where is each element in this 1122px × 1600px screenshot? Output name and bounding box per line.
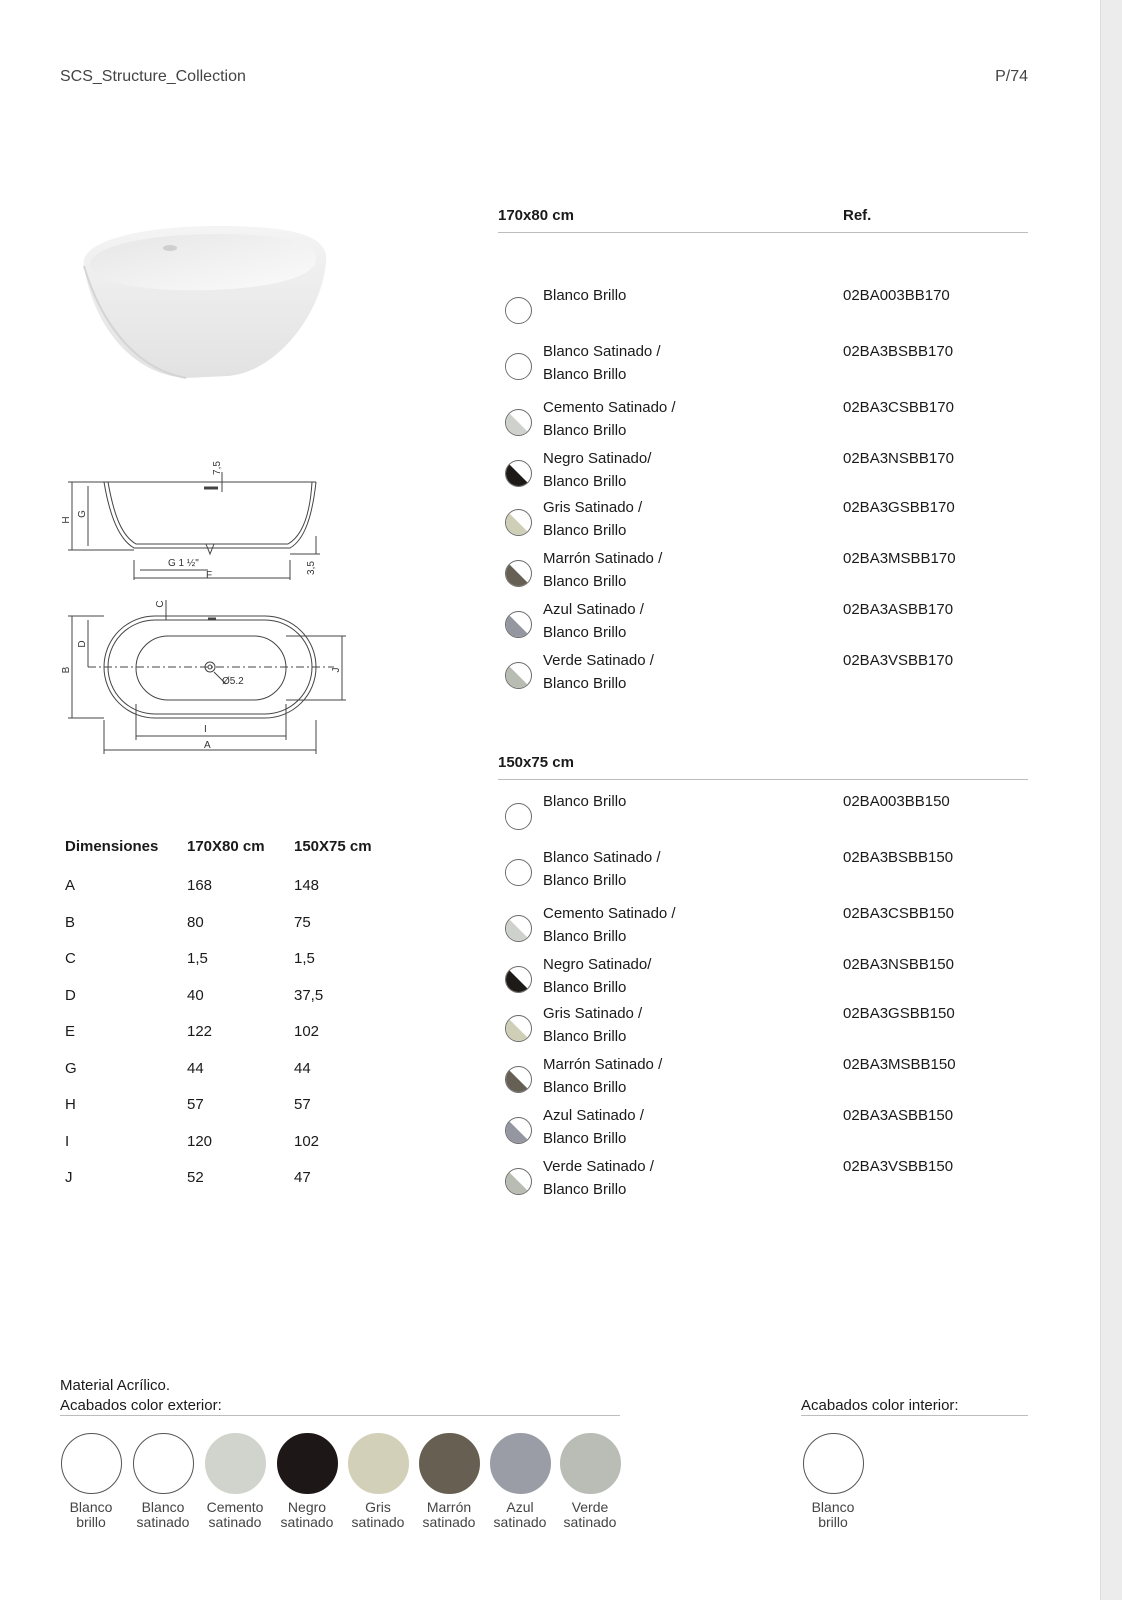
color-swatch: [505, 1168, 532, 1195]
table-cell: J: [65, 1169, 73, 1186]
table-row: [65, 1169, 385, 1189]
finish-name-line: Blanco Brillo: [543, 522, 627, 539]
finish-name-line: Negro Satinado/: [543, 450, 652, 467]
finish-name-line: Blanco Brillo: [543, 979, 627, 996]
page-number: P/74: [995, 68, 1028, 85]
swatch-half: [506, 860, 531, 885]
table-cell: G: [65, 1060, 77, 1077]
finish-ref: 02BA3BSBB170: [843, 343, 954, 360]
color-swatch: [505, 966, 532, 993]
table-row: [65, 1060, 385, 1080]
section-divider: [498, 232, 1028, 233]
swatch-half: [506, 461, 531, 486]
finish-name-line: Cemento Satinado /: [543, 399, 676, 416]
swatch-half: [506, 804, 531, 829]
swatch-half: [506, 1169, 531, 1194]
swatch-label: Blanco: [811, 1499, 855, 1515]
finish-name-line: Gris Satinado /: [543, 1005, 643, 1022]
finish-row: [498, 343, 1028, 398]
finish-name-line: Blanco Brillo: [543, 1028, 627, 1045]
table-row: [65, 987, 385, 1007]
swatch-label: satinado: [563, 1514, 617, 1530]
dim-label-a: A: [204, 740, 211, 751]
finish-swatch: [347, 1433, 409, 1530]
swatch-half: [506, 298, 531, 323]
table-cell: A: [65, 877, 76, 894]
swatch-label: satinado: [136, 1514, 190, 1530]
table-cell: 57: [187, 1096, 204, 1113]
finish-row: [498, 287, 1028, 342]
dim-label-b: B: [61, 666, 72, 674]
swatch-circle: [490, 1433, 551, 1494]
color-swatch: [505, 1117, 532, 1144]
finish-name-line: Blanco Brillo: [543, 793, 627, 810]
finish-name-line: Blanco Brillo: [543, 1130, 627, 1147]
color-swatch: [505, 1066, 532, 1093]
swatch-circle: [277, 1433, 338, 1494]
finish-name-line: Blanco Brillo: [543, 422, 627, 439]
finish-name-line: Cemento Satinado /: [543, 905, 676, 922]
finish-name: [543, 1104, 644, 1150]
swatch-label: Negro: [287, 1499, 327, 1515]
swatch-label: Verde: [571, 1499, 609, 1515]
dim-label-f: F: [206, 570, 213, 581]
exterior-finishes-title: Acabados color exterior:: [60, 1397, 222, 1414]
finish-swatch: [132, 1433, 194, 1530]
finish-swatch: [802, 1433, 864, 1530]
finish-swatch: [559, 1433, 621, 1530]
swatch-half: [506, 967, 531, 992]
dim-label-d: D: [77, 640, 88, 648]
finish-name: [543, 649, 654, 695]
table-cell: 80: [187, 914, 204, 931]
section-divider: [498, 779, 1028, 780]
table-row: [65, 1023, 385, 1043]
bathtub-image: [78, 222, 330, 390]
finish-name: [543, 284, 626, 307]
finish-row: [498, 849, 1028, 904]
dim-label-g-thread: G 1 ½": [168, 558, 199, 569]
header-cell: Dimensiones: [65, 838, 159, 855]
table-cell: 1,5: [187, 950, 208, 967]
swatch-label: satinado: [422, 1514, 476, 1530]
finish-name: [543, 447, 651, 493]
finish-ref: 02BA3MSBB150: [843, 1056, 956, 1073]
finish-ref: 02BA3ASBB170: [843, 601, 954, 618]
finish-name-line: Blanco Brillo: [543, 573, 627, 590]
table-cell: 52: [187, 1169, 204, 1186]
finish-row: [498, 1158, 1028, 1213]
finish-name-line: Blanco Brillo: [543, 624, 627, 641]
exterior-divider: [60, 1415, 620, 1416]
finish-ref: 02BA3MSBB170: [843, 550, 956, 567]
table-cell: 57: [294, 1096, 311, 1113]
swatch-half: [506, 561, 531, 586]
table-cell: 102: [294, 1023, 320, 1040]
dim-label-j: J: [331, 667, 342, 673]
finish-swatch: [489, 1433, 551, 1530]
finish-name: [543, 340, 661, 386]
swatch-half: [506, 1118, 531, 1143]
finish-name: [543, 496, 642, 542]
dim-label-75: 7,5: [212, 461, 223, 475]
table-row: [65, 914, 385, 934]
finish-name-line: Blanco Brillo: [543, 473, 627, 490]
finish-row: [498, 652, 1028, 707]
table-cell: 168: [187, 877, 213, 894]
finish-name-line: Negro Satinado/: [543, 956, 652, 973]
table-cell: 102: [294, 1133, 320, 1150]
interior-divider: [801, 1415, 1028, 1416]
table-cell: 44: [187, 1060, 204, 1077]
finish-name-line: Blanco Brillo: [543, 675, 627, 692]
finish-name: [543, 790, 626, 813]
swatch-label: Marrón: [426, 1499, 472, 1515]
color-swatch: [505, 662, 532, 689]
finish-ref: 02BA3CSBB150: [843, 905, 954, 922]
finish-swatch: [276, 1433, 338, 1530]
finish-swatch: [204, 1433, 266, 1530]
finish-row: [498, 793, 1028, 848]
finish-name: [543, 953, 651, 999]
finish-swatch: [418, 1433, 480, 1530]
table-cell: 40: [187, 987, 204, 1004]
table-cell: 122: [187, 1023, 213, 1040]
color-swatch: [505, 915, 532, 942]
color-swatch: [505, 409, 532, 436]
swatch-circle: [61, 1433, 122, 1494]
finish-name-line: Marrón Satinado /: [543, 1056, 663, 1073]
ref-header: Ref.: [843, 207, 872, 224]
color-swatch: [505, 611, 532, 638]
swatch-circle: [133, 1433, 194, 1494]
swatch-label: brillo: [818, 1514, 848, 1530]
dim-label-diameter: Ø5.2: [222, 676, 244, 687]
swatch-label: Cemento: [206, 1499, 264, 1515]
header-cell: 170X80 cm: [187, 838, 265, 855]
table-cell: 120: [187, 1133, 213, 1150]
dim-label-g: G: [77, 510, 88, 518]
finish-name-line: Blanco Brillo: [543, 928, 627, 945]
finish-ref: 02BA3GSBB170: [843, 499, 955, 516]
finish-name-line: Blanco Satinado /: [543, 849, 661, 866]
swatch-label: brillo: [76, 1514, 106, 1530]
swatch-half: [506, 1067, 531, 1092]
swatch-half: [506, 354, 531, 379]
table-cell: 47: [294, 1169, 311, 1186]
swatch-label: Blanco: [141, 1499, 185, 1515]
finish-name: [543, 902, 676, 948]
swatch-circle: [560, 1433, 621, 1494]
finish-ref: 02BA3VSBB150: [843, 1158, 954, 1175]
finish-name-line: Verde Satinado /: [543, 652, 654, 669]
color-swatch: [505, 560, 532, 587]
table-cell: E: [65, 1023, 76, 1040]
finish-ref: 02BA3BSBB150: [843, 849, 954, 866]
swatch-circle: [419, 1433, 480, 1494]
finish-name-line: Blanco Brillo: [543, 1079, 627, 1096]
dim-label-i: I: [204, 724, 207, 735]
finish-name-line: Azul Satinado /: [543, 1107, 644, 1124]
table-cell: 44: [294, 1060, 311, 1077]
finish-name-line: Blanco Brillo: [543, 366, 627, 383]
table-cell: H: [65, 1096, 76, 1113]
table-cell: I: [65, 1133, 70, 1150]
table-row: [65, 1096, 385, 1116]
finish-ref: 02BA3CSBB170: [843, 399, 954, 416]
swatch-circle: [348, 1433, 409, 1494]
finish-name: [543, 1002, 642, 1048]
finish-name-line: Blanco Brillo: [543, 872, 627, 889]
swatch-half: [506, 410, 531, 435]
finish-ref: 02BA3NSBB150: [843, 956, 954, 973]
swatch-circle: [205, 1433, 266, 1494]
finish-name: [543, 846, 661, 892]
header-cell: 150X75 cm: [294, 838, 372, 855]
table-cell: B: [65, 914, 76, 931]
table-cell: D: [65, 987, 76, 1004]
table-row: [65, 1133, 385, 1153]
color-swatch: [505, 509, 532, 536]
swatch-label: Gris: [365, 1499, 391, 1515]
finish-ref: 02BA3ASBB150: [843, 1107, 954, 1124]
finish-ref: 02BA3VSBB170: [843, 652, 954, 669]
swatch-circle: [803, 1433, 864, 1494]
color-swatch: [505, 353, 532, 380]
finish-name: [543, 598, 644, 644]
finish-ref: 02BA003BB150: [843, 793, 950, 810]
finish-name-line: Verde Satinado /: [543, 1158, 654, 1175]
finish-ref: 02BA3NSBB170: [843, 450, 954, 467]
swatch-label: Blanco: [69, 1499, 113, 1515]
finish-name-line: Gris Satinado /: [543, 499, 643, 516]
dim-label-35: 3,5: [306, 561, 317, 575]
swatch-half: [506, 1016, 531, 1041]
finish-name-line: Blanco Brillo: [543, 287, 627, 304]
table-cell: C: [65, 950, 76, 967]
color-swatch: [505, 460, 532, 487]
table-cell: 37,5: [294, 987, 324, 1004]
finish-name-line: Blanco Satinado /: [543, 343, 661, 360]
finish-ref: 02BA3GSBB150: [843, 1005, 955, 1022]
finish-name-line: Blanco Brillo: [543, 1181, 627, 1198]
collection-title: SCS_Structure_Collection: [60, 68, 246, 85]
swatch-half: [506, 510, 531, 535]
interior-finishes-title: Acabados color interior:: [801, 1397, 959, 1414]
swatch-half: [506, 663, 531, 688]
swatch-label: satinado: [208, 1514, 262, 1530]
section-title-150: 150x75 cm: [498, 754, 574, 771]
color-swatch: [505, 803, 532, 830]
finish-name: [543, 1053, 662, 1099]
dim-label-h: H: [61, 516, 72, 524]
finish-name: [543, 396, 676, 442]
finish-ref: 02BA003BB170: [843, 287, 950, 304]
swatch-half: [506, 612, 531, 637]
table-row: [65, 877, 385, 897]
swatch-label: Azul: [506, 1499, 534, 1515]
color-swatch: [505, 859, 532, 886]
swatch-label: satinado: [280, 1514, 334, 1530]
table-cell: 148: [294, 877, 320, 894]
color-swatch: [505, 297, 532, 324]
table-cell: 75: [294, 914, 311, 931]
dimensions-header-row: [65, 838, 385, 858]
finish-name: [543, 547, 662, 593]
color-swatch: [505, 1015, 532, 1042]
finish-name-line: Azul Satinado /: [543, 601, 644, 618]
technical-drawing: [58, 458, 358, 776]
finish-name: [543, 1155, 654, 1201]
swatch-label: satinado: [493, 1514, 547, 1530]
table-cell: 1,5: [294, 950, 315, 967]
table-row: [65, 950, 385, 970]
swatch-half: [506, 916, 531, 941]
dim-label-c: C: [155, 600, 166, 608]
finish-swatch: [60, 1433, 122, 1530]
material-note: Material Acrílico.: [60, 1377, 171, 1394]
section-title-170: 170x80 cm: [498, 207, 574, 224]
page-edge: [1100, 0, 1122, 1600]
finish-name-line: Marrón Satinado /: [543, 550, 663, 567]
swatch-label: satinado: [351, 1514, 405, 1530]
